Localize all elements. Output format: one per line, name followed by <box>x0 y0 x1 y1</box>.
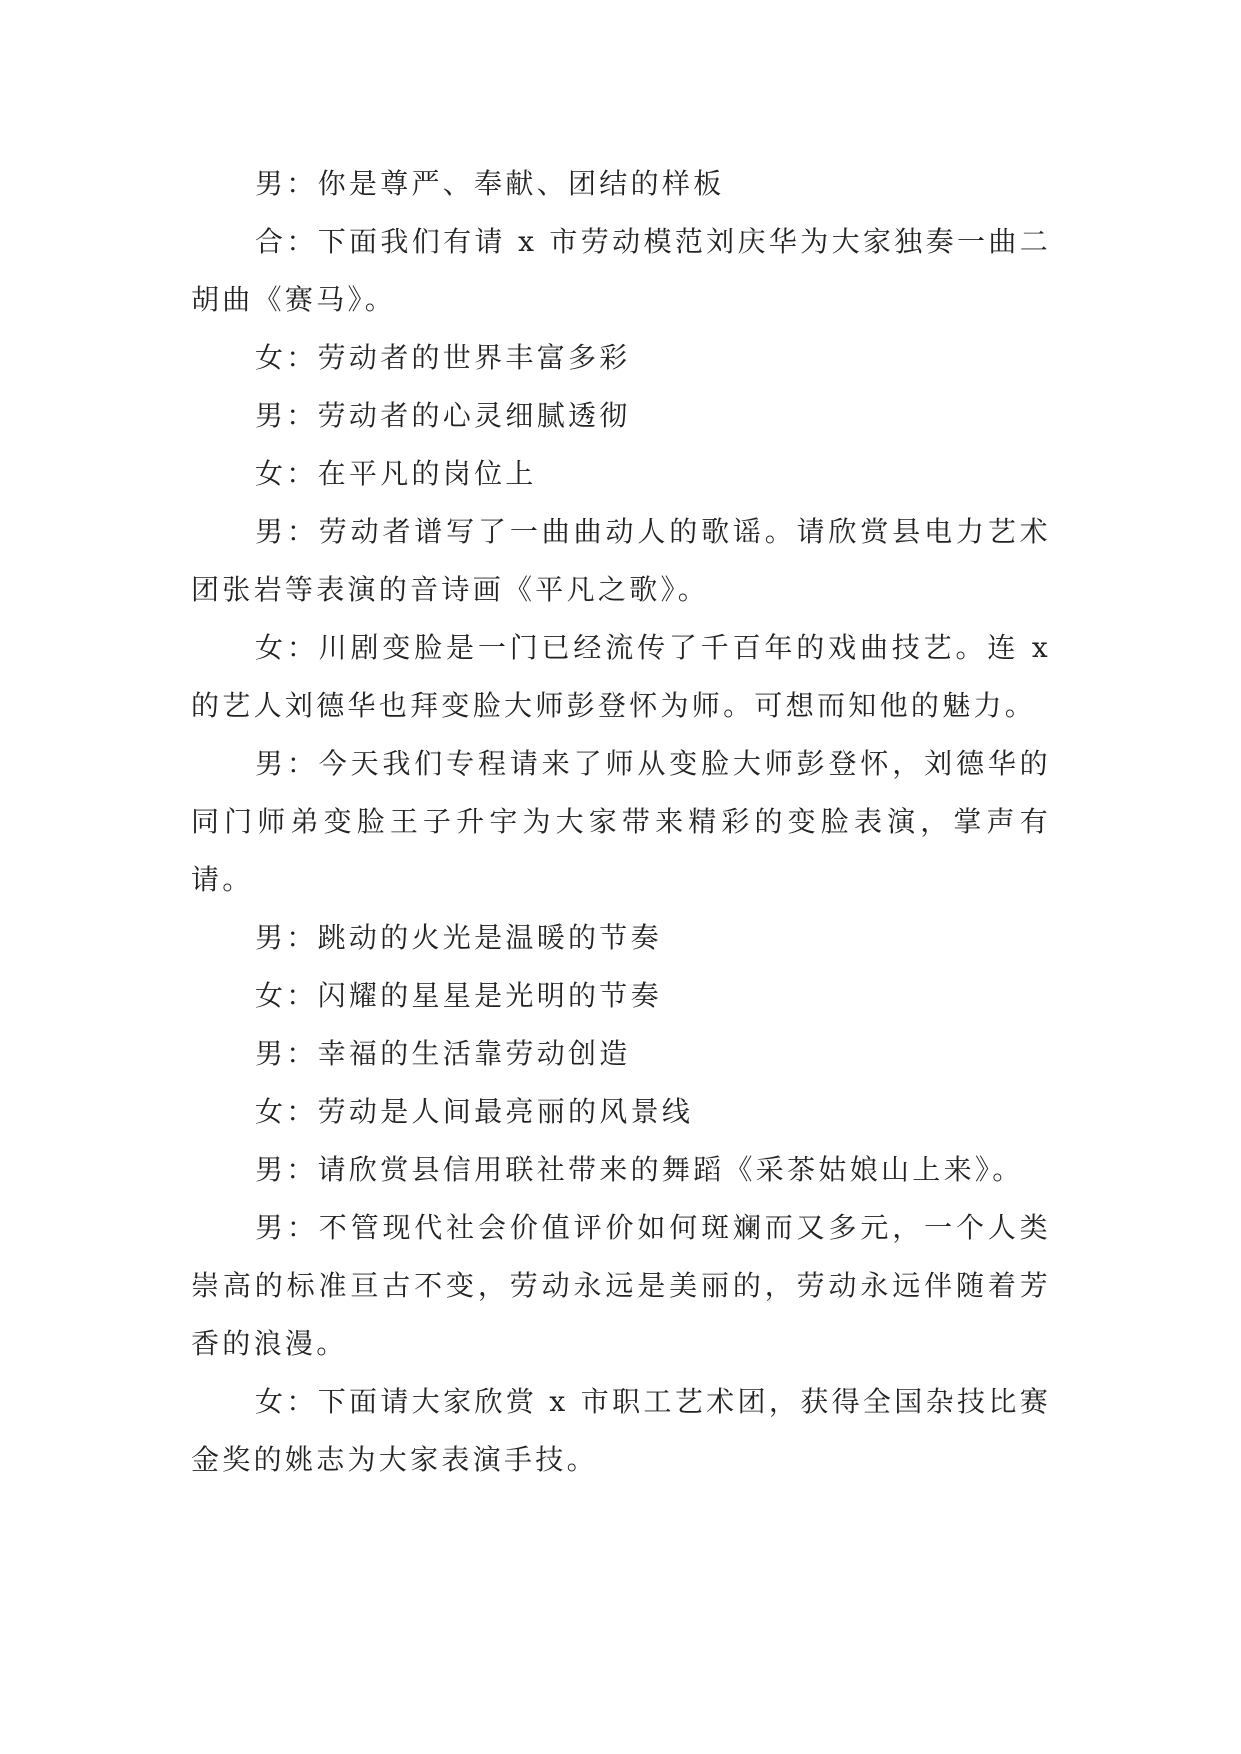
paragraph-15: 女：下面请大家欣赏 x 市职工艺术团，获得全国杂技比赛金奖的姚志为大家表演手技。 <box>191 1385 1051 1476</box>
paragraph-8: 男：今天我们专程请来了师从变脸大师彭登怀，刘德华的同门师弟变脸王子升宇为大家带来精彩的变脸表演，掌声有请。 <box>191 747 1051 896</box>
paragraph-2: 合：下面我们有请 x 市劳动模范刘庆华为大家独奏一曲二胡曲《赛马》。 <box>191 225 1051 316</box>
paragraph-12: 女：劳动是人间最亮丽的风景线 <box>255 1095 694 1128</box>
paragraph-13: 男：请欣赏县信用联社带来的舞蹈《采茶姑娘山上来》。 <box>255 1153 1024 1186</box>
paragraph-9: 男：跳动的火光是温暖的节奏 <box>255 921 662 954</box>
paragraph-7: 女：川剧变脸是一门已经流传了千百年的戏曲技艺。连 x 的艺人刘德华也拜变脸大师彭登怀为师。可想而知他的魅力。 <box>191 631 1051 722</box>
paragraph-14: 男：不管现代社会价值评价如何斑斓而又多元，一个人类崇高的标准亘古不变，劳动永远是美丽的，劳动永远伴随着芳香的浪漫。 <box>191 1211 1051 1360</box>
paragraph-5: 女：在平凡的岗位上 <box>255 457 537 490</box>
paragraph-11: 男：幸福的生活靠劳动创造 <box>255 1037 631 1070</box>
paragraph-1: 男：你是尊严、奉献、团结的样板 <box>255 167 725 200</box>
document-body <box>191 155 1051 1489</box>
paragraph-6: 男：劳动者谱写了一曲曲动人的歌谣。请欣赏县电力艺术团张岩等表演的音诗画《平凡之歌》。 <box>191 515 1051 606</box>
paragraph-4: 男：劳动者的心灵细腻透彻 <box>255 399 631 432</box>
paragraph-3: 女：劳动者的世界丰富多彩 <box>255 341 631 374</box>
paragraph-10: 女：闪耀的星星是光明的节奏 <box>255 979 662 1012</box>
